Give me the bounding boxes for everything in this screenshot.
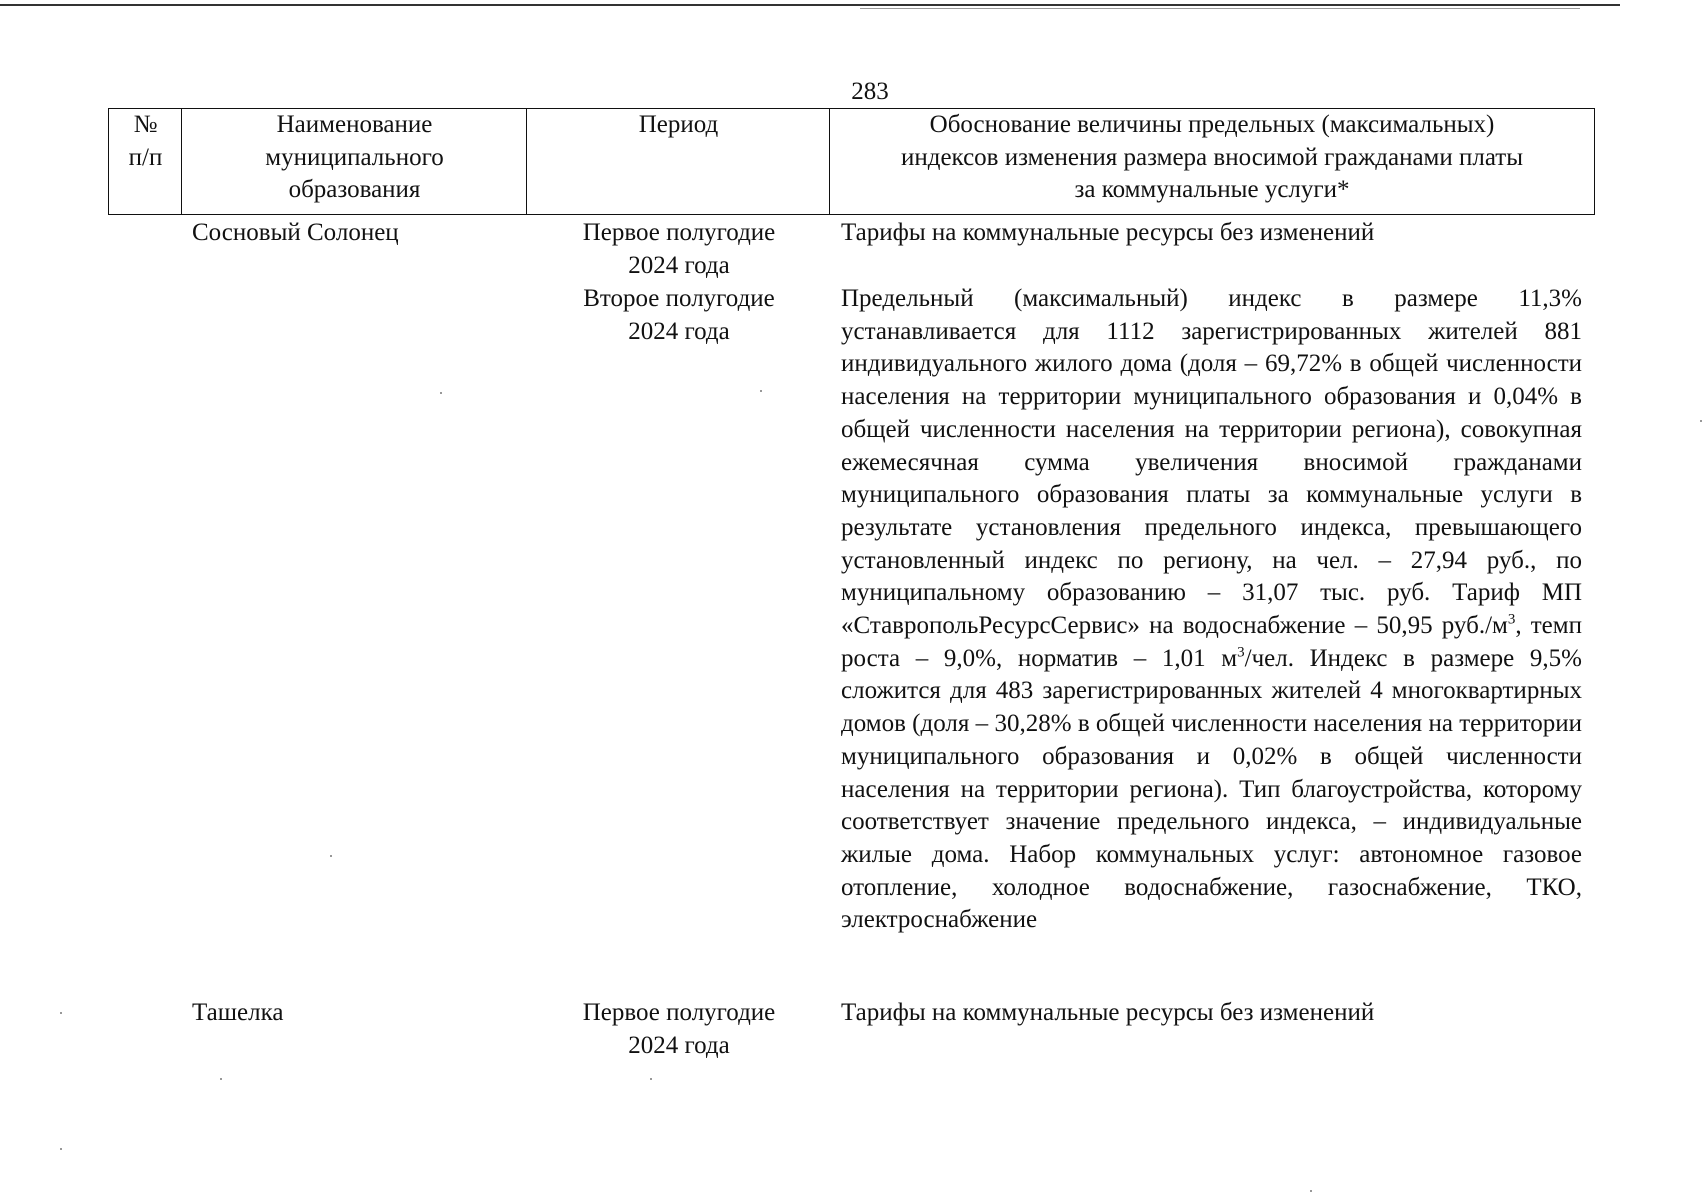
header-text: №	[133, 111, 158, 138]
header-text: образования	[288, 176, 421, 204]
scan-border-line	[860, 8, 1580, 9]
municipality-name: Ташелка	[192, 999, 284, 1026]
header-text: Период	[638, 111, 719, 138]
scan-speck	[760, 390, 762, 392]
scan-speck	[60, 1148, 62, 1150]
justification-paragraph	[841, 283, 1582, 937]
period-text: 2024 года	[628, 251, 730, 279]
scan-speck	[60, 1012, 62, 1014]
justification-text: Предельный (максимальный) индекс в размере 11,3% устанавливается для 1112 зарегистрированных жителей 881 индивидуального жилого дома (доля – 69,72% в общей численности населения на территории муниципального образования и 0,04% в общей численности населения на территории региона), совокупная ежемесячная сумма увеличения вносимой гражданами муниципального образования платы за коммунальные услуги в результате установления предельного индекса, превышающего установленный индекс по региону, на чел. – 27,94 руб., по муниципальному образованию – 31,07 тыс. руб. Тариф МП «СтавропольРесурсСервис» на водоснабжение – 50,95 руб./м	[841, 285, 1582, 640]
scan-speck	[330, 855, 332, 857]
header-text: Наименование	[276, 111, 433, 138]
header-cell-justification	[829, 108, 1595, 215]
scan-speck	[650, 1078, 652, 1080]
header-text: Обоснование величины предельных (максимальных)	[929, 111, 1495, 138]
period-text: Первое полугодие	[582, 999, 776, 1026]
superscript: 3	[1237, 644, 1245, 661]
justification-text: /чел. Индекс в размере 9,5% сложится для 483 зарегистрированных жителей 4 многоквартирных домов (доля – 30,28% в общей численности населения на территории муниципального образования и 0,02% в общей численности населения на территории региона). Тип благоустройства, которому соответствует значение предельного индекса, – индивидуальные жилые дома. Набор коммунальных услуг: автономное газовое отопление, холодное водоснабжение, газоснабжение, ТКО, электроснабжение	[841, 644, 1582, 934]
header-text: муниципального	[265, 143, 444, 171]
header-text: п/п	[128, 143, 163, 171]
scan-speck	[1700, 420, 1702, 422]
period-text: 2024 года	[628, 317, 730, 345]
period-first-half	[550, 997, 808, 1062]
scan-border-line	[0, 4, 1620, 6]
scan-speck	[1310, 1190, 1312, 1192]
page-number: 283	[851, 78, 889, 105]
header-cell-name	[181, 108, 527, 215]
header-cell-number	[108, 108, 182, 215]
header-text: за коммунальные услуги*	[1074, 176, 1350, 204]
justification-text: Тарифы на коммунальные ресурсы без изменений	[841, 999, 1375, 1026]
header-cell-period	[526, 108, 830, 215]
scan-speck	[220, 1078, 222, 1080]
period-text: Первое полугодие	[582, 219, 776, 246]
period-first-half	[550, 217, 808, 282]
period-text: 2024 года	[628, 1031, 730, 1059]
superscript: 3	[1507, 611, 1516, 628]
justification-text: , темп роста – 9,0%, норматив – 1,01 м	[841, 612, 1582, 672]
period-text: Второе полугодие	[583, 285, 775, 312]
scan-speck	[440, 392, 442, 394]
municipality-name: Сосновый Солонец	[192, 219, 399, 246]
period-second-half	[550, 283, 808, 348]
justification-text: Тарифы на коммунальные ресурсы без изменений	[841, 219, 1375, 246]
header-text: индексов изменения размера вносимой гражданами платы	[900, 143, 1524, 171]
